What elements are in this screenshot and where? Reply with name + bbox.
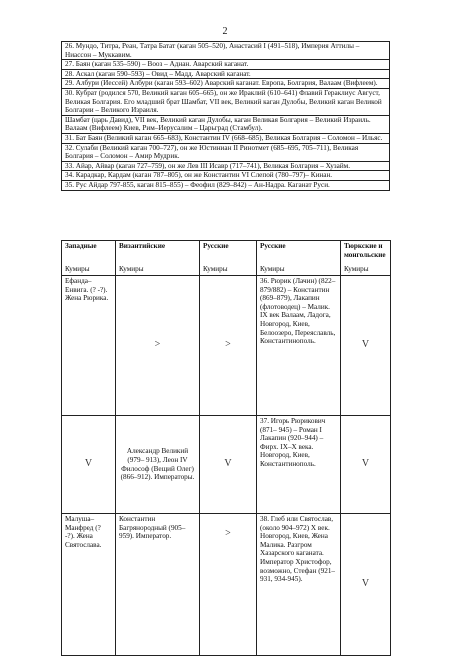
column-header bbox=[341, 241, 391, 276]
table-row bbox=[62, 514, 391, 656]
list-cell: 28. Аскал (каган 590–593) – Овид – Мадд. Аварский каганат. bbox=[62, 69, 390, 79]
list-row bbox=[62, 171, 390, 181]
column-subheading: Кумиры bbox=[65, 265, 90, 274]
russian-cell-1: > bbox=[200, 514, 257, 656]
list-row bbox=[62, 60, 390, 70]
table-header-row bbox=[62, 241, 391, 276]
byzantine-cell: Александр Великий (979– 913), Леон IV Философ (Вещий Олег) (866–912). Императоры. bbox=[116, 416, 200, 514]
list-cell: 30. Кубрат (родился 570, Великий каган 605–665), он же Ираклий (610–641) Флавий Гераклиус Август, Великая Болгария. Его младший брат Шамбат, VII век, Великий каган Дулобы, Великий каган Великой Болгарии – Великого Израиля. bbox=[62, 88, 390, 115]
list-cell: 35. Рус Айдар 797-855, каган 815–855) – Феофил (829–842) – Ан-Надра. Каганат Руси. bbox=[62, 180, 390, 190]
list-row bbox=[62, 88, 390, 115]
list-row bbox=[62, 42, 390, 60]
table-row bbox=[62, 416, 391, 514]
list-row bbox=[62, 69, 390, 79]
list-row bbox=[62, 143, 390, 161]
page-number: 2 bbox=[222, 26, 228, 37]
list-row bbox=[62, 79, 390, 89]
list-row bbox=[62, 161, 390, 171]
list-cell: 26. Мундо, Титра, Реан, Татра Батат (каган 505–520), Анастасий I (491–518), Империя Аттилы – Ниассон – Муккавим. bbox=[62, 42, 390, 60]
column-header bbox=[200, 241, 257, 276]
turkic-cell: V bbox=[341, 276, 391, 416]
list-row bbox=[62, 115, 390, 133]
russian-cell-1: > bbox=[200, 276, 257, 416]
west-cell: Малуша– Манфред (? -?). Жена Святослава. bbox=[62, 514, 116, 656]
column-heading: Западные bbox=[65, 242, 97, 250]
west-cell: Ефанда– Енвига. (? -?). Жена Рюрика. bbox=[62, 276, 116, 416]
turkic-cell: V bbox=[341, 514, 391, 656]
list-cell: 31. Бат Баян (Великий каган 665–683), Константин IV (668–685), Великая Болгария – Соломон – Ильяс. bbox=[62, 133, 390, 143]
turkic-cell: V bbox=[341, 416, 391, 514]
russian-cell-2: 36. Рюрик (Лачин) (822–879/882) – Константин (869–879), Лакапин (флотоводец) – Малик. IX век Валаам, Ладога, Новгород, Киев, Белоозеро, Переяславль, Константинополь. bbox=[257, 276, 341, 416]
list-cell: 34. Карадкар, Кардам (каган 787–805), он же Константин VI Слепой (780–797)– Кинан. bbox=[62, 171, 390, 181]
column-heading: Византийские bbox=[119, 242, 166, 250]
column-heading: Русские bbox=[260, 242, 286, 250]
column-subheading: Кумиры bbox=[344, 265, 369, 274]
column-header bbox=[62, 241, 116, 276]
rulers-list-top bbox=[61, 41, 390, 191]
column-header bbox=[116, 241, 200, 276]
list-row bbox=[62, 133, 390, 143]
table-row bbox=[62, 276, 391, 416]
column-header bbox=[257, 241, 341, 276]
west-cell: V bbox=[62, 416, 116, 514]
list-cell: Шамбат (царь Давид), VII век, Великий каган Дулобы, каган Великая Болгария – Великий Израиль. Валаам (Вифлеем) Киев, Рим–Иерусалим – Царьград (Стамбул). bbox=[62, 115, 390, 133]
byzantine-cell: Константин Багрянородный (905–959). Император. bbox=[116, 514, 200, 656]
column-subheading: Кумиры bbox=[203, 265, 228, 274]
comparison-table bbox=[61, 240, 391, 656]
russian-cell-2: 37. Игорь Рюрикович (871– 945) – Роман I Лакапин (920–944) – Фирх. IX–X века. Новгород, Киев, Константинополь. bbox=[257, 416, 341, 514]
column-subheading: Кумиры bbox=[119, 265, 144, 274]
byzantine-cell: > bbox=[116, 276, 200, 416]
list-cell: 27. Баян (каган 535–590) – Вооз – Аднан. Аварский каганат. bbox=[62, 60, 390, 70]
russian-cell-1: V bbox=[200, 416, 257, 514]
list-cell: 32. Сулаби (Великий каган 700–727), он же Юстиниан II Ринотмет (685–695, 705–711), Великая Болгария – Соломон – Амир Мудрик. bbox=[62, 143, 390, 161]
column-heading: Тюркские и монгольские bbox=[344, 242, 386, 259]
column-heading: Русские bbox=[203, 242, 229, 250]
list-row bbox=[62, 180, 390, 190]
list-cell: 33. Айар, Айвар (каган 727–759), он же Лев III Исавр (717–741), Великая Болгария – Хузайм. bbox=[62, 161, 390, 171]
list-cell: 29. Албури (Иессей) Албури (каган 593–602) Аварский каганат. Европа, Болгария, Валаам (Вифлеем). bbox=[62, 79, 390, 89]
russian-cell-2: 38. Глеб или Святослав, (около 904–972) X век. Новгород, Киев, Жена Малика. Разгром Хазарского каганата. Император Христофор, возможно, Стефан (921–931, 934-945). bbox=[257, 514, 341, 656]
column-subheading: Кумиры bbox=[260, 265, 285, 274]
